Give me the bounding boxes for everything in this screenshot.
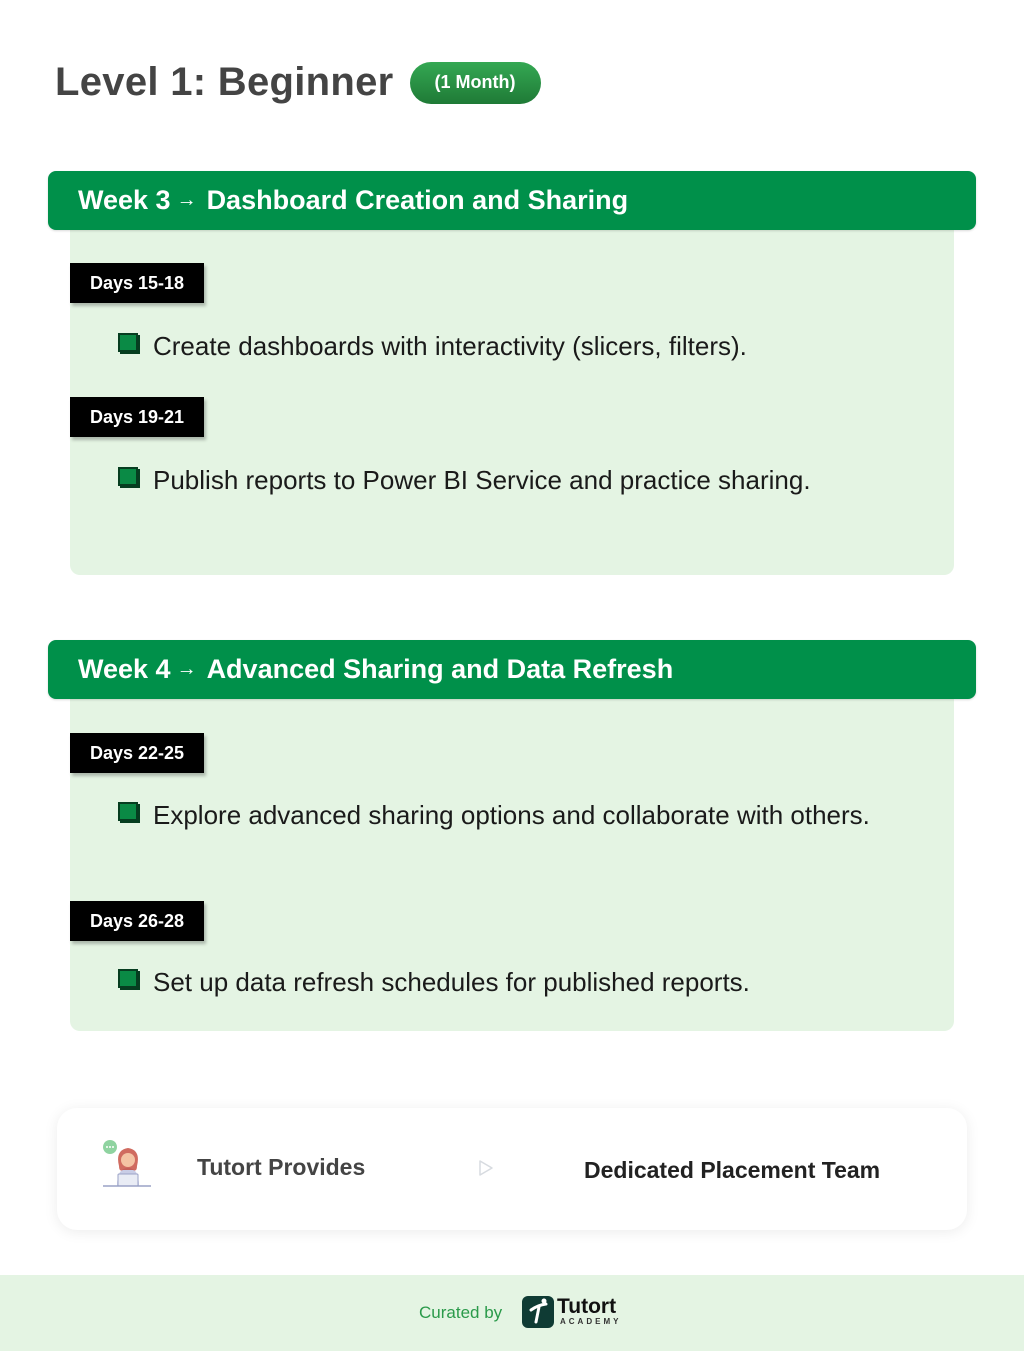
task-text: Explore advanced sharing options and collaborate with others. <box>153 800 870 830</box>
support-agent-icon <box>101 1138 153 1195</box>
week-label: Week 4 <box>78 654 171 684</box>
week-topic: Dashboard Creation and Sharing <box>206 185 629 215</box>
task-item <box>118 793 878 837</box>
days-tag: Days 15-18 <box>70 263 204 303</box>
square-bullet-icon <box>118 467 138 486</box>
curated-by-label: Curated by <box>419 1303 503 1322</box>
days-tag: Days 19-21 <box>70 397 204 437</box>
week-4-section <box>48 640 976 997</box>
square-bullet-icon <box>118 969 138 988</box>
square-bullet-icon <box>118 333 138 352</box>
week-3-section <box>48 171 976 495</box>
brand-name: Tutort <box>557 1295 617 1318</box>
days-tag: Days 26-28 <box>70 901 204 941</box>
task-text: Publish reports to Power BI Service and practice sharing. <box>153 465 811 495</box>
week-label: Week 3 <box>78 185 171 215</box>
task-text: Set up data refresh schedules for published reports. <box>153 967 750 997</box>
task-item <box>118 324 878 368</box>
task-item <box>118 458 878 502</box>
week-4-header <box>48 640 976 699</box>
provides-card <box>57 1108 967 1230</box>
arrow-right-icon: → <box>176 189 197 211</box>
week-topic: Advanced Sharing and Data Refresh <box>206 654 674 684</box>
page-title: Level 1: Beginner <box>55 60 394 104</box>
week-3-header <box>48 171 976 230</box>
tutort-logo-icon <box>522 1296 554 1333</box>
duration-badge: (1 Month) <box>410 62 541 104</box>
square-bullet-icon <box>118 802 138 821</box>
arrow-right-icon: → <box>176 658 197 680</box>
page-header <box>55 60 541 105</box>
task-item <box>118 960 878 1004</box>
provides-label: Tutort Provides <box>197 1154 366 1180</box>
footer <box>0 1275 1024 1351</box>
task-text: Create dashboards with interactivity (slicers, filters). <box>153 331 747 361</box>
play-arrow-icon <box>477 1159 495 1182</box>
brand-subtitle: ACADEMY <box>560 1317 622 1326</box>
provides-value: Dedicated Placement Team <box>584 1157 881 1183</box>
days-tag: Days 22-25 <box>70 733 204 773</box>
